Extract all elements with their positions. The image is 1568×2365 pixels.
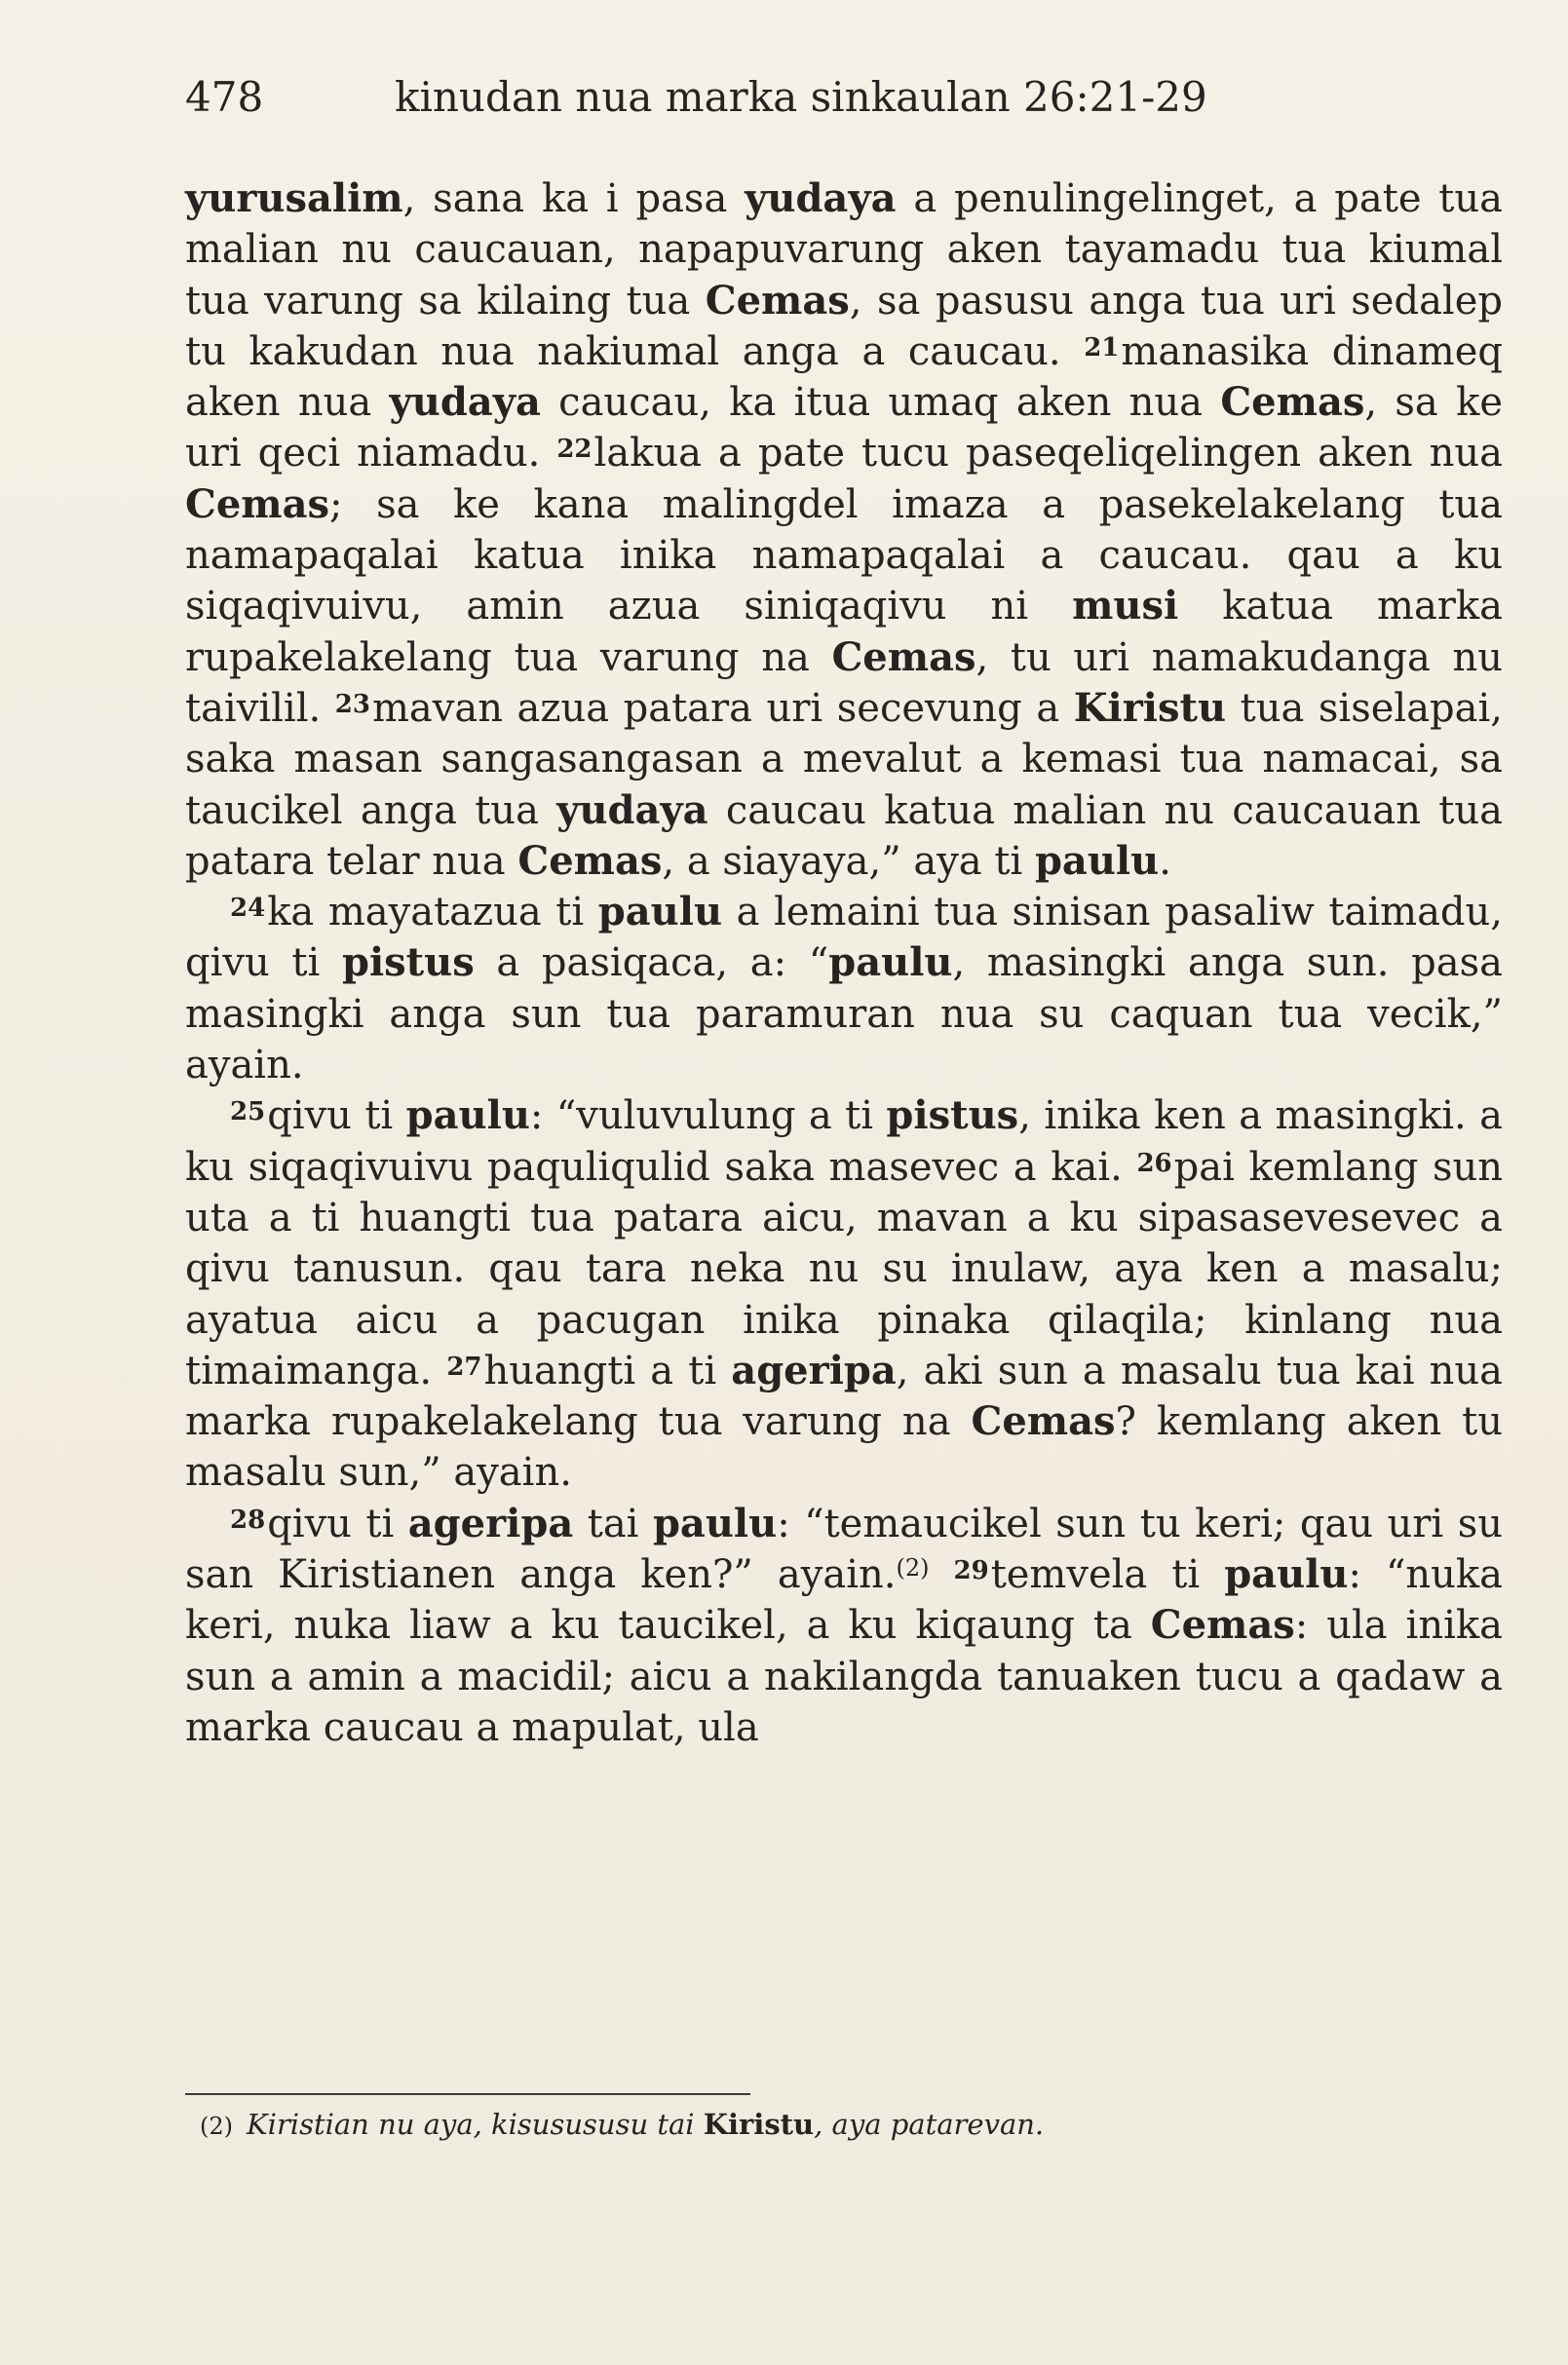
text-run: caucau, ka itua umaq aken nua (540, 380, 1221, 426)
verse-number: 25 (230, 1097, 266, 1127)
text-run: . (1159, 838, 1171, 884)
bold-term: paulu (1034, 837, 1160, 884)
footnote-reference: (2) (896, 1554, 930, 1583)
verse-number: 21 (1084, 332, 1120, 362)
bold-term: musi (1072, 583, 1179, 629)
footnote-mark: (2) (200, 2113, 233, 2140)
footnote-text: Kiristian nu aya, kisusususu tai (247, 2108, 704, 2141)
verse-number: 22 (556, 435, 593, 465)
footnote-bold-term: Kiristu (703, 2108, 815, 2141)
bold-term: pistus (886, 1092, 1019, 1139)
bold-term: Cemas (1220, 379, 1365, 426)
text-run: : “vuluvulung a ti (529, 1093, 887, 1139)
paragraph-2 (185, 887, 1503, 1090)
text-run: huangti a ti (483, 1348, 732, 1393)
text-run: , aki sun a masalu tua kai nua marka rupakelakelang tua varung na (185, 1348, 1504, 1445)
bold-term: yudaya (556, 786, 708, 833)
text-run: a lemaini tua sinisan pasaliw taimadu, qivu ti (185, 890, 1503, 986)
bold-term: yurusalim (185, 175, 403, 221)
verse-number: 28 (230, 1505, 266, 1535)
text-run: qivu ti (267, 1093, 406, 1139)
bold-term: ageripa (731, 1347, 897, 1393)
text-run: tai (573, 1501, 653, 1546)
text-run: manasika dinameq aken nua (185, 328, 1503, 426)
footnote-divider (185, 2093, 750, 2095)
text-run: lakua a pate tucu paseqeliqelingen aken nua (593, 431, 1503, 477)
text-run: pai kemlang sun uta a ti huangti tua patara aicu, mavan a ku sipasasevesevec a qivu tanusun. qau tara neka nu su inulaw, aya ken a masalu; ayatua aicu a pacugan inika pinaka qilaqila; kinlang nua timaimanga. (185, 1144, 1503, 1393)
bold-term: ageripa (407, 1500, 574, 1546)
bold-term: Cemas (831, 633, 976, 680)
text-run: caucau katua malian nu caucauan tua patara telar nua (185, 787, 1503, 884)
bold-term: paulu (1224, 1551, 1349, 1598)
paragraph-1 (185, 173, 1503, 887)
bold-term: Cemas (705, 277, 850, 324)
text-run: , tu uri namakudanga nu taivilil. (185, 634, 1503, 731)
text-run: , sa ke uri qeci niamadu. (185, 380, 1503, 477)
text-run: , sana ka i pasa (402, 176, 746, 221)
text-run: tua siselapai, saka masan sangasangasan a mevalut a kemasi tua namacai, sa taucikel anga tua (185, 685, 1504, 833)
text-run: : “nuka keri, nuka liaw a ku taucikel, a ku kiqaung ta (185, 1552, 1504, 1649)
paragraph-3 (185, 1090, 1503, 1498)
text-run: katua marka rupakelakelang tua varung na (185, 584, 1504, 680)
bold-term: Cemas (517, 837, 663, 884)
bold-term: Cemas (185, 480, 330, 527)
running-header (185, 70, 1501, 125)
text-run: ? kemlang aken tu masalu sun,” ayain. (185, 1399, 1503, 1496)
text-run: qivu ti (267, 1501, 408, 1546)
bold-term: Cemas (1150, 1602, 1295, 1649)
footnote-text-end: , aya patarevan. (814, 2108, 1045, 2141)
text-run: , sa pasusu anga tua uri sedalep tu kakudan nua nakiumal anga a caucau. (185, 278, 1503, 374)
bold-term: yudaya (745, 175, 897, 221)
page-number: 478 (185, 73, 264, 121)
bold-term: yudaya (389, 379, 541, 426)
bold-term: Cemas (971, 1398, 1116, 1445)
verse-number: 26 (1136, 1148, 1172, 1178)
text-run: mavan azua patara uri secevung a (371, 685, 1074, 731)
text-run: temvela ti (990, 1552, 1225, 1598)
text-run: , inika ken a masingki. a ku siqaqivuivu paquliqulid saka masevec a kai. (185, 1093, 1503, 1190)
text-run: ; sa ke kana malingdel imaza a pasekelakelang tua namapaqalai katua inika namapaqalai a caucau. qau a ku siqaqivuivu, amin azua siniqaqivu ni (185, 481, 1503, 629)
bold-term: pistus (341, 939, 475, 986)
bold-term: paulu (597, 889, 723, 935)
bold-term: paulu (405, 1092, 530, 1139)
verse-number: 29 (953, 1556, 989, 1586)
text-run: a penulingelinget, a pate tua malian nu caucauan, napapuvarung aken tayamadu tua kiumal tua varung sa kilaing tua (185, 176, 1503, 324)
text-run: ka mayatazua ti (267, 890, 598, 935)
running-title: kinudan nua marka sinkaulan 26:21-29 (395, 73, 1207, 121)
paragraph-4 (185, 1499, 1503, 1753)
footnote (200, 2105, 1486, 2146)
bold-term: Kiristu (1073, 684, 1227, 731)
text-run: : “temaucikel sun tu keri; qau uri su san Kiristianen anga ken?” ayain. (185, 1501, 1503, 1598)
text-run: , masingki anga sun. pasa masingki anga sun tua paramuran nua su caquan tua vecik,” ayain. (185, 940, 1504, 1088)
verse-number: 24 (230, 894, 266, 924)
verse-number: 23 (334, 689, 370, 719)
text-run: a pasiqaca, a: “ (474, 940, 829, 986)
body-text (185, 173, 1503, 1753)
text-run: , a siayaya,” aya ti (662, 838, 1035, 884)
verse-number: 27 (446, 1352, 482, 1382)
text-run (929, 1552, 953, 1597)
text-run: : ula inika sun a amin a macidil; aicu a nakilangda tanuaken tucu a qadaw a marka caucau a mapulat, ula (185, 1603, 1503, 1750)
bold-term: paulu (828, 939, 953, 986)
bold-term: paulu (652, 1500, 778, 1546)
